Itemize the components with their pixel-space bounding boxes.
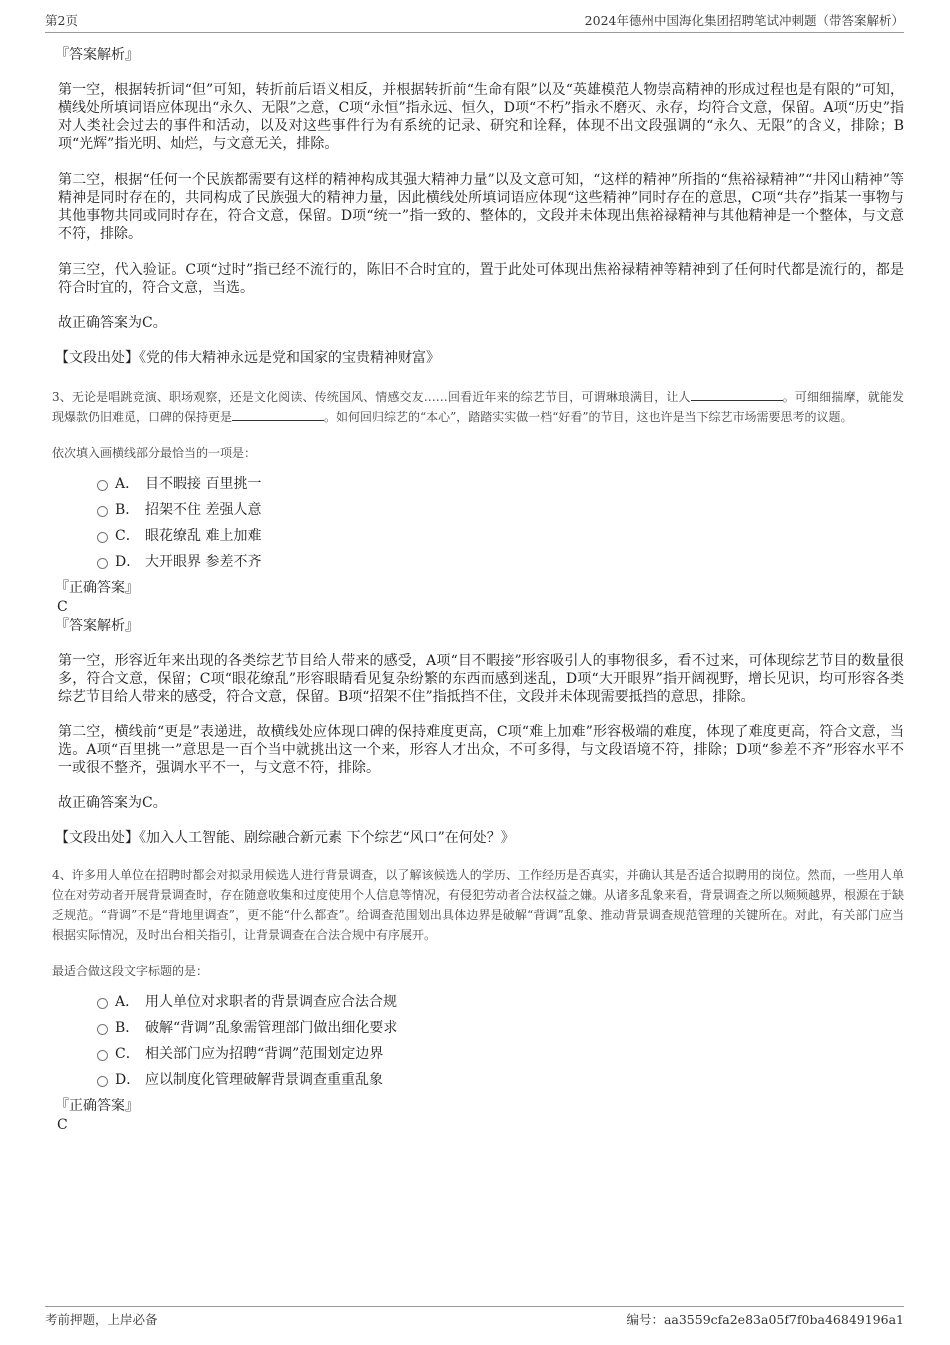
- page-number: 第2页: [45, 13, 78, 28]
- q3-option-b[interactable]: B． 招架不住 差强人意: [97, 501, 904, 527]
- radio-icon[interactable]: [97, 1024, 108, 1035]
- document-serial-number: 编号：aa3559cfa2e83a05f7f0ba46849196a1: [626, 1312, 904, 1327]
- q3-option-c[interactable]: C． 眼花缭乱 难上加难: [97, 527, 904, 553]
- q3-blank-2: [232, 408, 324, 421]
- radio-icon[interactable]: [97, 1050, 108, 1061]
- page-header: [45, 10, 904, 33]
- q3-analysis-label: 『答案解析』: [55, 618, 139, 634]
- q3-conclusion: 故正确答案为C。: [58, 795, 167, 811]
- q3-options: [45, 475, 904, 579]
- q4-stem: 4、许多用人单位在招聘时都会对拟录用候选人进行背景调查，以了解该候选人的学历、工作经历是否真实，并确认其是否适合拟聘用的岗位。然而，一些用人单位在对劳动者开展背景调查时，存在随意收集和过度使用个人信息等情况，有侵犯劳动者合法权益之嫌。从诸多乱象来看，背景调查之所以频频越界，根源在于缺乏规范。“背调”不是“背地里调查”，更不能“什么都查”。给调查范围划出具体边界是破解“背调”乱象、推动背景调查规范管理的关键所在。对此，有关部门应当根据实际情况，及时出台相关指引，让背景调查在合法合规中有序展开。: [52, 868, 905, 942]
- q4-option-a[interactable]: A． 用人单位对求职者的背景调查应合法合规: [97, 993, 904, 1019]
- radio-icon[interactable]: [97, 558, 108, 569]
- q2-analysis-para-3: 第三空，代入验证。C项“过时”指已经不流行的，陈旧不合时宜的，置于此处可体现出焦裕禄精神等精神到了任何时代都是流行的，都是符合时宜的，符合文意，当选。: [58, 262, 904, 296]
- q4-option-c[interactable]: C． 相关部门应为招聘“背调”范围划定边界: [97, 1045, 904, 1071]
- footer-slogan: 考前押题，上岸必备: [45, 1312, 158, 1327]
- document-title: 2024年德州中国海化集团招聘笔试冲刺题（带答案解析）: [584, 13, 904, 28]
- q4-prompt: 最适合做这段文字标题的是：: [52, 964, 209, 978]
- q3-stem-part-1: 3、无论是唱跳竞演、职场观察，还是文化阅读、传统国风、情感交友……回看近年来的综艺节目，可谓琳琅满目，让人: [52, 390, 691, 404]
- q3-stem-part-2: 。可细细揣摩，就能发现爆款仍旧难觅，口碑的保持更是: [52, 390, 904, 424]
- q3-prompt: 依次填入画横线部分最恰当的一项是：: [52, 446, 257, 460]
- radio-icon[interactable]: [97, 1076, 108, 1087]
- q3-analysis-para-1: 第一空，形容近年来出现的各类综艺节目给人带来的感受，A项“目不暇接”形容吸引人的事物很多，看不过来，可体现综艺节目的数量很多，符合文意，保留；C项“眼花缭乱”形容眼睛看见复杂纷繁的东西而感到迷乱，D项“大开眼界”指开阔视野，增长见识，均可形容各类综艺节目给人带来的感受，符合文意，保留。B项“招架不住”指抵挡不住，文段并未体现需要抵挡的意思，排除。: [58, 653, 904, 705]
- q3-blank-1: [691, 388, 783, 401]
- q3-answer-label: 『正确答案』: [55, 580, 139, 596]
- page-content: [45, 42, 904, 1134]
- q3-stem: [52, 387, 904, 427]
- q3-answer: C: [57, 599, 68, 615]
- q4-options: [45, 993, 904, 1097]
- q2-analysis-para-2: 第二空，根据“任何一个民族都需要有这样的精神构成其强大精神力量”以及文意可知，“这样的精神”所指的“焦裕禄精神”“井冈山精神”等精神是同时存在的，共同构成了民族强大的精神力量，因此横线处所填词语应体现“这些精神”同时存在的意思，C项“共存”指某一事物与其他事物共同或同时存在，符合文意，保留。D项“统一”指一致的、整体的，文段并未体现出焦裕禄精神与其他精神是一个整体，与文意不符，排除。: [58, 172, 904, 242]
- page-footer: [45, 1306, 904, 1331]
- radio-icon[interactable]: [97, 506, 108, 517]
- q3-source: 【文段出处】《加入人工智能、剧综融合新元素 下个综艺“风口”在何处？》: [55, 830, 515, 846]
- q4-answer: C: [57, 1117, 68, 1133]
- q2-analysis-label: 『答案解析』: [55, 47, 139, 63]
- q4-answer-label: 『正确答案』: [55, 1098, 139, 1114]
- q3-option-a[interactable]: A． 目不暇接 百里挑一: [97, 475, 904, 501]
- q3-option-d[interactable]: D． 大开眼界 参差不齐: [97, 553, 904, 579]
- radio-icon[interactable]: [97, 998, 108, 1009]
- q4-option-d[interactable]: D． 应以制度化管理破解背景调查重重乱象: [97, 1071, 904, 1097]
- q4-option-b[interactable]: B． 破解“背调”乱象需管理部门做出细化要求: [97, 1019, 904, 1045]
- radio-icon[interactable]: [97, 532, 108, 543]
- q2-conclusion: 故正确答案为C。: [58, 315, 167, 331]
- q3-stem-part-3: 。如何回归综艺的“本心”，踏踏实实做一档“好看”的节目，这也许是当下综艺市场需要思考的议题。: [324, 410, 853, 424]
- radio-icon[interactable]: [97, 480, 108, 491]
- q2-analysis-para-1: 第一空，根据转折词“但”可知，转折前后语义相反，并根据转折前“生命有限”以及“英雄模范人物崇高精神的形成过程也是有限的”可知，横线处所填词语应体现出“永久、无限”之意，C项“永恒”指永远、恒久，D项“不朽”指永不磨灭、永存，均符合文意，保留。A项“历史”指对人类社会过去的事件和活动，以及对这些事件行为有系统的记录、研究和诠释，体现不出文段强调的“永久、无限”的含义，排除；B项“光辉”指光明、灿烂，与文意无关，排除。: [58, 82, 904, 152]
- q3-analysis-para-2: 第二空，横线前“更是”表递进，故横线处应体现口碑的保持难度更高，C项“难上加难”形容极端的难度，体现了难度更高，符合文意，当选。A项“百里挑一”意思是一百个当中就挑出这一个来，形容人才出众，不可多得，与文段语境不符，排除；D项“参差不齐”形容水平不一或很不整齐，强调水平不一，与文意不符，排除。: [58, 724, 904, 776]
- q2-source: 【文段出处】《党的伟大精神永远是党和国家的宝贵精神财富》: [55, 350, 440, 366]
